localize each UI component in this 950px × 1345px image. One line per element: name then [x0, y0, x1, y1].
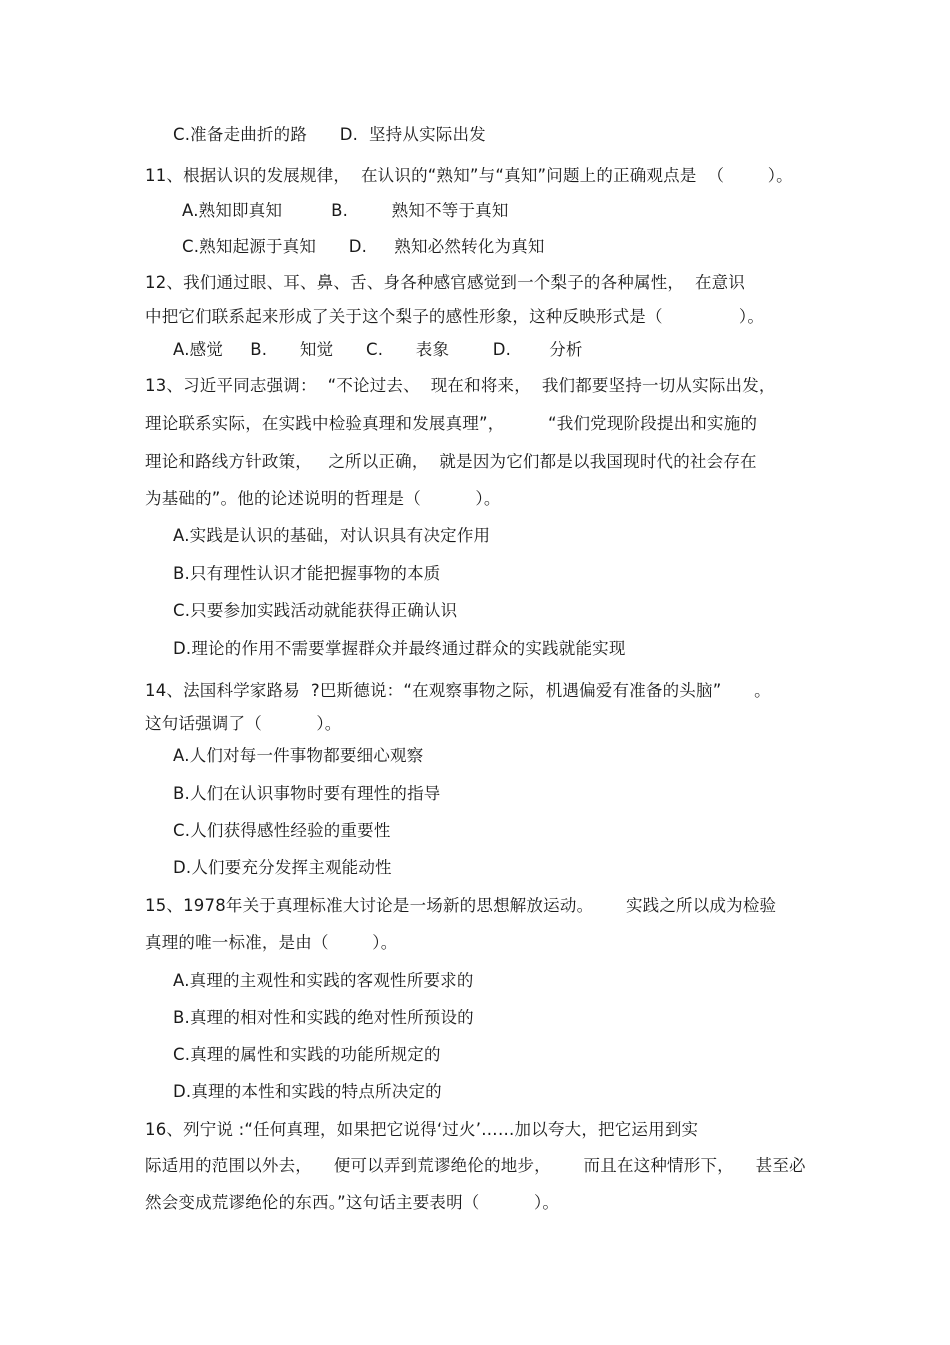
option-line: C.准备走曲折的路 D. 坚持从实际出发	[173, 125, 486, 144]
option-line: C.只要参加实践活动就能获得正确认识	[173, 601, 458, 620]
option-line: B.人们在认识事物时要有理性的指导	[173, 784, 441, 803]
question-line: 16、列宁说 :“任何真理，如果把它说得‘过火’……加以夸大，把它运用到实	[145, 1120, 699, 1139]
option-line: A.人们对每一件事物都要细心观察	[173, 746, 424, 765]
question-line: 中把它们联系起来形成了关于这个梨子的感性形象，这种反映形式是（ ）。	[145, 307, 765, 326]
option-line: D.理论的作用不需要掌握群众并最终通过群众的实践就能实现	[173, 639, 626, 658]
question-line: 然会变成荒谬绝伦的东西。”这句话主要表明（ ）。	[145, 1193, 560, 1212]
option-line: C.熟知起源于真知 D. 熟知必然转化为真知	[182, 237, 545, 256]
question-line: 13、习近平同志强调： “不论过去、 现在和将来， 我们都要坚持一切从实际出发，	[145, 376, 776, 395]
question-line: 12、我们通过眼、耳、鼻、舌、身各种感官感觉到一个梨子的各种属性， 在意识	[145, 273, 746, 292]
question-line: 理论联系实际，在实践中检验真理和发展真理”， “我们党现阶段提出和实施的	[145, 414, 758, 433]
option-line: C.真理的属性和实践的功能所规定的	[173, 1045, 441, 1064]
option-line: D.人们要充分发挥主观能动性	[173, 858, 392, 877]
question-line: 这句话强调了（ ）。	[145, 714, 342, 733]
question-line: 为基础的”。他的论述说明的哲理是（ ）。	[145, 489, 501, 508]
question-line: 真理的唯一标准，是由（ ）。	[145, 933, 398, 952]
question-line: 14、法国科学家路易 ?巴斯德说：“在观察事物之际，机遇偏爱有准备的头脑” 。	[145, 681, 771, 700]
question-line: 11、根据认识的发展规律， 在认识的“熟知”与“真知”问题上的正确观点是 （ ）。	[145, 166, 793, 185]
option-line: A.感觉 B. 知觉 C. 表象 D. 分析	[173, 340, 583, 359]
question-line: 15、1978年关于真理标准大讨论是一场新的思想解放运动。 实践之所以成为检验	[145, 896, 777, 915]
option-line: D.真理的本性和实践的特点所决定的	[173, 1082, 442, 1101]
option-line: A.熟知即真知 B. 熟知不等于真知	[182, 201, 509, 220]
question-line: 理论和路线方针政策， 之所以正确， 就是因为它们都是以我国现时代的社会存在	[145, 452, 757, 471]
option-line: B.真理的相对性和实践的绝对性所预设的	[173, 1008, 474, 1027]
option-line: B.只有理性认识才能把握事物的本质	[173, 564, 441, 583]
option-line: A.真理的主观性和实践的客观性所要求的	[173, 971, 474, 990]
option-line: A.实践是认识的基础，对认识具有决定作用	[173, 526, 491, 545]
option-line: C.人们获得感性经验的重要性	[173, 821, 391, 840]
question-line: 际适用的范围以外去， 便可以弄到荒谬绝伦的地步， 而且在这种情形下， 甚至必	[145, 1156, 806, 1175]
